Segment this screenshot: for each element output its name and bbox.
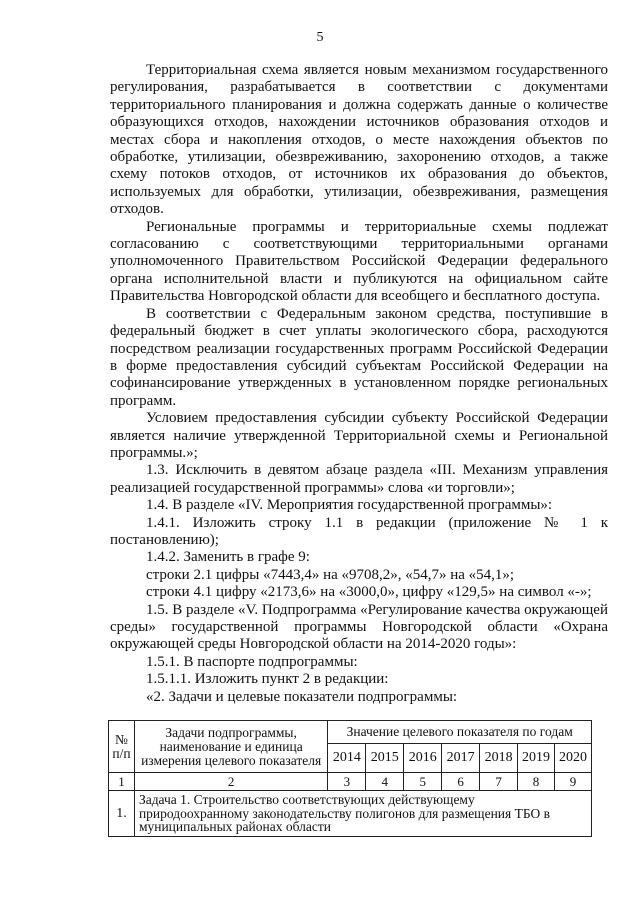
paragraph: 1.5.1.1. Изложить пункт 2 в редакции: — [146, 671, 389, 688]
column-number: 3 — [328, 773, 366, 791]
paragraph: строки 2.1 цифры «7443,4» на «9708,2», «54,7» на «54,1»; — [146, 566, 515, 583]
paragraph: В соответствии с Федеральным законом средства, поступившие в федеральный бюджет в счет уплаты экологического сбора, расходуются посредством реализации государственных программ Российской Федерации в форме предоставления субсидий субъектам Российской Федерации на софинансирование утвержденных в установленном порядке региональных программ. — [110, 305, 608, 409]
table-row — [109, 791, 592, 837]
header-number: № п/п — [109, 721, 135, 773]
header-task: Задачи подпрограммы, наименование и единица измерения целевого показателя — [134, 721, 327, 773]
header-year: 2018 — [480, 744, 518, 773]
paragraph: 1.5. В разделе «V. Подпрограмма «Регулирование качества окружающей среды» государственной программы Новгородской области «Охрана окружающей среды Новгородской области на 2014-2020 годы»: — [110, 601, 608, 653]
paragraph: Территориальная схема является новым механизмом государственного регулирования, разрабатывается в соответствии с документами территориального планирования и должна содержать данные о количестве образующихся отходов, нахождении источников образования отходов и местах сбора и накопления отходов, о месте нахождения объектов по обработке, утилизации, обезвреживанию, захоронению отходов, а также схему потоков отходов, от источников их образования до объектов, используемых для обработки, утилизации, обезвреживания, размещения отходов. — [110, 62, 608, 218]
column-number: 4 — [366, 773, 404, 791]
body-text — [110, 62, 608, 706]
column-number: 8 — [518, 773, 555, 791]
paragraph: Региональные программы и территориальные схемы подлежат согласованию с соответствующими территориальными органами уполномоченного Правительством Российской Федерации федерального органа исполнительной власти и публикуются на официальном сайте Правительства Новгородской области для всеобщего и бесплатного доступа. — [110, 218, 608, 305]
paragraph: 1.4.1. Изложить строку 1.1 в редакции (приложение № 1 к постановлению); — [110, 514, 608, 548]
paragraph: 1.5.1. В паспорте подпрограммы: — [146, 653, 358, 670]
paragraph: 1.3. Исключить в девятом абзаце раздела «III. Механизм управления реализацией государственной программы» слова «и торговли»; — [110, 462, 608, 496]
header-year: 2020 — [554, 744, 591, 773]
header-year: 2016 — [404, 744, 442, 773]
column-number: 9 — [554, 773, 591, 791]
row-number: 1. — [109, 791, 135, 837]
page-number: 5 — [316, 30, 324, 45]
column-number: 1 — [109, 773, 135, 791]
column-number: 5 — [404, 773, 442, 791]
column-number-row — [109, 773, 592, 791]
column-number: 7 — [480, 773, 518, 791]
header-year: 2015 — [366, 744, 404, 773]
header-values: Значение целевого показателя по годам — [328, 721, 592, 744]
paragraph: 1.4. В разделе «IV. Мероприятия государственной программы»: — [146, 497, 553, 514]
paragraph: строки 4.1 цифру «2173,6» на «3000,0», цифру «129,5» на символ «-»; — [146, 584, 592, 601]
header-year: 2017 — [442, 744, 480, 773]
task-text: Задача 1. Строительство соответствующих действующему природоохранному законодательству полигонов для размещения ТБО в муниципальных районах области — [134, 791, 591, 837]
header-year: 2014 — [328, 744, 366, 773]
paragraph: 1.4.2. Заменить в графе 9: — [146, 549, 310, 566]
column-number: 6 — [442, 773, 480, 791]
column-number: 2 — [134, 773, 327, 791]
paragraph: «2. Задачи и целевые показатели подпрограммы: — [146, 688, 458, 705]
goals-table — [108, 720, 592, 837]
header-year: 2019 — [518, 744, 555, 773]
paragraph: Условием предоставления субсидии субъекту Российской Федерации является наличие утвержденной Территориальной схемы и Региональной программы.»; — [110, 410, 608, 461]
